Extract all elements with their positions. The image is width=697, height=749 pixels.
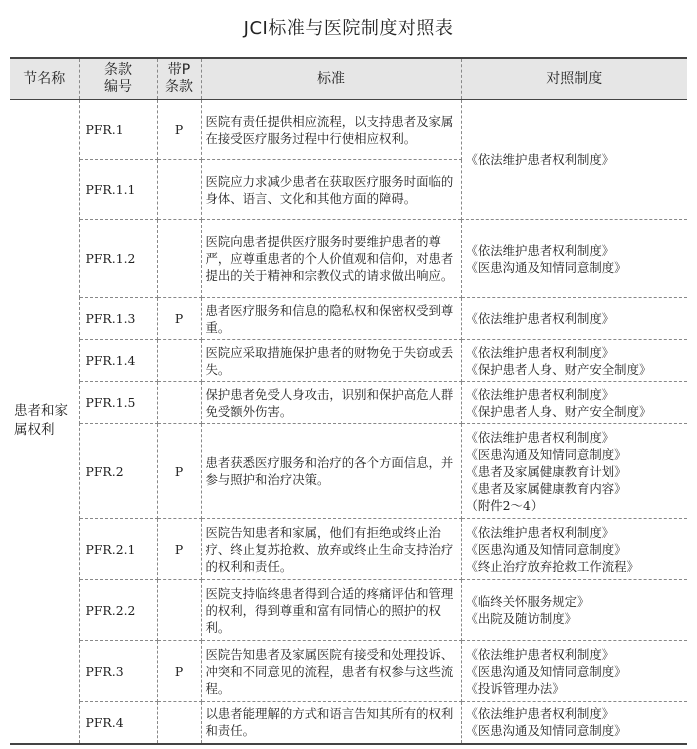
section-name: 患者和家属权利 bbox=[10, 100, 79, 744]
p-flag bbox=[157, 160, 201, 220]
policy-cell bbox=[461, 641, 687, 702]
clause-code: PFR.1.1 bbox=[79, 160, 157, 220]
p-flag bbox=[157, 340, 201, 382]
standard-text: 医院应力求减少患者在获取医疗服务时面临的身体、语言、文化和其他方面的障碍。 bbox=[201, 160, 461, 220]
policy-ref: 《依法维护患者权利制度》 bbox=[465, 429, 615, 445]
standard-text: 医院向患者提供医疗服务时要维护患者的尊严，应尊重患者的个人价值观和信仰，对患者提出的关于精神和宗教仪式的请求做出响应。 bbox=[201, 220, 461, 298]
standard-text: 医院告知患者及家属医院有接受和处理投诉、冲突和不同意见的流程，患者有权参与这些流程。 bbox=[201, 641, 461, 702]
p-flag bbox=[157, 702, 201, 744]
policy-cell bbox=[461, 702, 687, 744]
table-row bbox=[10, 641, 687, 702]
policy-ref: 《患者及家属健康教育计划》 bbox=[465, 463, 627, 479]
policy-ref: 《依法维护患者权利制度》 bbox=[465, 706, 615, 722]
clause-code: PFR.1.3 bbox=[79, 298, 157, 340]
policy-ref: 《医患沟通及知情同意制度》 bbox=[465, 541, 627, 557]
p-flag: P bbox=[157, 298, 201, 340]
header-standard: 标准 bbox=[201, 58, 461, 100]
policy-cell bbox=[461, 519, 687, 580]
header-row bbox=[10, 58, 687, 100]
policy-ref: 《保护患者人身、财产安全制度》 bbox=[465, 403, 652, 419]
p-flag: P bbox=[157, 424, 201, 519]
p-flag bbox=[157, 382, 201, 424]
table-row bbox=[10, 424, 687, 519]
clause-code: PFR.3 bbox=[79, 641, 157, 702]
policy-ref: 《依法维护患者权利制度》 bbox=[465, 386, 615, 402]
policy-ref: 《依法维护患者权利制度》 bbox=[465, 152, 615, 167]
jci-policy-table bbox=[10, 57, 687, 745]
page-title: JCI标准与医院制度对照表 bbox=[243, 18, 454, 39]
policy-cell bbox=[461, 424, 687, 519]
policy-cell bbox=[461, 340, 687, 382]
standard-text: 医院告知患者和家属，他们有拒绝或终止治疗、终止复苏抢救、放弃或终止生命支持治疗的权利和责任。 bbox=[201, 519, 461, 580]
standard-text: 医院支持临终患者得到合适的疼痛评估和管理的权利，得到尊重和富有同情心的照护的权利。 bbox=[201, 580, 461, 641]
p-flag: P bbox=[157, 519, 201, 580]
table-row bbox=[10, 298, 687, 340]
table-row bbox=[10, 519, 687, 580]
policy-ref: 《临终关怀服务规定》 bbox=[465, 594, 590, 609]
header-policy: 对照制度 bbox=[461, 58, 687, 100]
policy-ref: 《医患沟通及知情同意制度》 bbox=[465, 723, 627, 739]
clause-code: PFR.2 bbox=[79, 424, 157, 519]
policy-ref: 《终止治疗放弃抢救工作流程》 bbox=[465, 558, 639, 574]
policy-cell bbox=[461, 382, 687, 424]
table-row bbox=[10, 702, 687, 744]
table-row bbox=[10, 382, 687, 424]
standard-text: 医院有责任提供相应流程，以支持患者及家属在接受医疗服务过程中行使相应权利。 bbox=[201, 100, 461, 160]
policy-ref: （附件2～4） bbox=[465, 497, 544, 513]
policy-ref: 《依法维护患者权利制度》 bbox=[465, 242, 615, 258]
policy-ref: 《医患沟通及知情同意制度》 bbox=[465, 446, 627, 462]
policy-ref: 《出院及随访制度》 bbox=[465, 611, 578, 626]
p-flag: P bbox=[157, 641, 201, 702]
standard-text: 患者获悉医疗服务和治疗的各个方面信息，并参与照护和治疗决策。 bbox=[201, 424, 461, 519]
standard-text: 患者医疗服务和信息的隐私权和保密权受到尊重。 bbox=[201, 298, 461, 340]
standard-text: 保护患者免受人身攻击，识别和保护高危人群免受额外伤害。 bbox=[201, 382, 461, 424]
policy-ref: 《依法维护患者权利制度》 bbox=[465, 524, 615, 540]
standard-text: 以患者能理解的方式和语言告知其所有的权利和责任。 bbox=[201, 702, 461, 744]
policy-ref: 《投诉管理办法》 bbox=[465, 680, 565, 696]
table-row bbox=[10, 340, 687, 382]
table-row bbox=[10, 580, 687, 641]
policy-ref: 《医患沟通及知情同意制度》 bbox=[465, 259, 627, 275]
policy-ref: 《依法维护患者权利制度》 bbox=[465, 311, 615, 326]
header-code: 条款 编号 bbox=[79, 58, 157, 100]
clause-code: PFR.1.2 bbox=[79, 220, 157, 298]
header-p: 带P 条款 bbox=[157, 58, 201, 100]
policy-ref: 《患者及家属健康教育内容》 bbox=[465, 480, 627, 496]
policy-cell bbox=[461, 220, 687, 298]
table-row bbox=[10, 100, 687, 160]
policy-ref: 《依法维护患者权利制度》 bbox=[465, 646, 615, 662]
clause-code: PFR.1.5 bbox=[79, 382, 157, 424]
clause-code: PFR.4 bbox=[79, 702, 157, 744]
p-flag: P bbox=[157, 100, 201, 160]
policy-cell bbox=[461, 580, 687, 641]
table-row bbox=[10, 220, 687, 298]
clause-code: PFR.2.1 bbox=[79, 519, 157, 580]
policy-ref: 《依法维护患者权利制度》 bbox=[465, 344, 615, 360]
policy-ref: 《保护患者人身、财产安全制度》 bbox=[465, 361, 652, 377]
clause-code: PFR.2.2 bbox=[79, 580, 157, 641]
clause-code: PFR.1 bbox=[79, 100, 157, 160]
policy-ref: 《医患沟通及知情同意制度》 bbox=[465, 663, 627, 679]
clause-code: PFR.1.4 bbox=[79, 340, 157, 382]
policy-cell bbox=[461, 100, 687, 220]
header-section: 节名称 bbox=[10, 58, 79, 100]
standard-text: 医院应采取措施保护患者的财物免于失窃或丢失。 bbox=[201, 340, 461, 382]
p-flag bbox=[157, 580, 201, 641]
policy-cell bbox=[461, 298, 687, 340]
p-flag bbox=[157, 220, 201, 298]
